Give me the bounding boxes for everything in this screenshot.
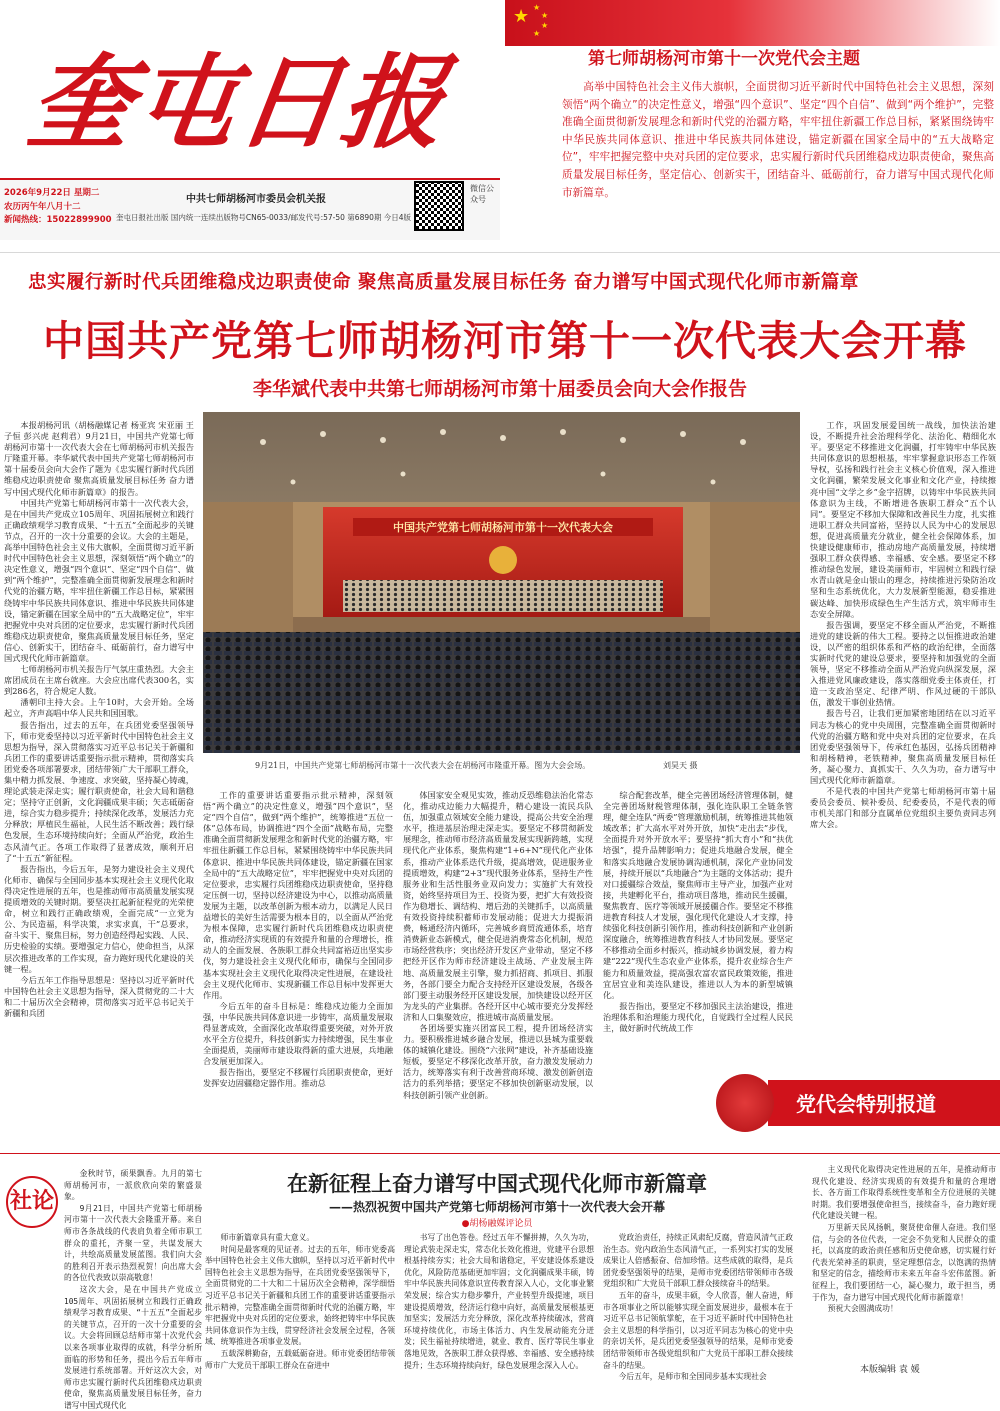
- editorial-column-2: [205, 1232, 395, 1388]
- paragraph: 报告指出，今后五年，是努力建设社会主义现代化师市、确保与全国同步基本实现社会主义现代化取得决定性进展的五年，也是推动师市高质量发展实现提质增效的关键时期。要坚决扛起新征程党的光荣使命，树立和践行正确政绩观，全面完成“一立党为公、为民造福，科学决策，求实求真，干”总要求，奋斗实干、聚焦目标，努力创造经得起实践、人民、历史检验的实绩。要增强定力信心，使命担当，从深层次推进改革的工作实现，奋力跑好现代化建设的关键一程。: [4, 863, 194, 974]
- svg-text:★: ★: [541, 21, 549, 30]
- paragraph: 预祝大会圆满成功！: [827, 1304, 898, 1314]
- paragraph: 报告指出，过去的五年，在兵团党委坚强领导下，师市党委坚持以习近平新时代中国特色社会主义思想为指导，深入贯彻落实习近平总书记关于新疆和兵团工作的重要讲话重要指示批示精神，贯彻落实兵团党委各项部署要求，团结带领广大干部职工群众，集中精力抓发展、争速度、求突破，坚持凝心铸魂，理论武装走深走实；履行职责使命，社会大局和谐稳定；坚持守正创新，文化润疆成果丰硕；矢志砥砺奋进，综合实力稳步提升；持续深化改革，发展活力充分释放；厚植民生福祉，人民生活不断改善；践行绿色发展，生态环境持续向好；全面从严治党，政治生态风清气正。各项工作取得了显著成效，顺利开启了“十五五”新征程。: [4, 719, 194, 863]
- editorial-column-3: [404, 1232, 594, 1388]
- hall-illustration: [203, 412, 800, 753]
- masthead-title: 奎屯日报: [21, 43, 455, 163]
- editorial-column-1: [64, 1168, 202, 1410]
- special-report-label: 党代会特别报道: [796, 1092, 936, 1116]
- paragraph: 潘朝印主持大会。上午10时，大会开始。全场起立，齐声高唱中华人民共和国国歌。: [4, 697, 194, 719]
- paragraph: 五载深耕勤奋，五载砥砺奋进。师市党委团结带领师市广大党员干部职工群众在奋进中: [205, 1348, 395, 1370]
- stars-icon: [505, 0, 1000, 46]
- paragraph: 报告强调，要坚定不移全面从严治党，不断推进党的建设新的伟大工程。要持之以恒推进政治建设，以严密的组织体系和严格的政治纪律，全面落实新时代党的建设总要求，要坚持和加强党的全面领导，坚定不移推动全面从严治党向纵深发展，深入推进党风廉政建设，落实落细党委主体责任，打造一支政治坚定、纪律严明、作风过硬的干部队伍，激发干事创业热情。: [810, 619, 996, 708]
- sub-headline: 李华斌代表中共第七师胡杨河市第十届委员会向大会作报告: [252, 378, 747, 400]
- paragraph: 书写了出色答卷。经过五年不懈拼搏，久久为功，理论武装走深走实，常态化长效化推进，党建平台思想根基持续夯实；社会大局和谐稳定，平安建设体系建设优化，风险防范基础更加牢固；文化润疆成果丰硕，铸牢中华民族共同体意识宣传教育深入人心，文化事业繁荣发展；综合实力稳步攀升，产业转型升级提速，项目建设提质增效，经济运行稳中向好，高质量发展根基更加坚实；发展活力充分释放，深化改革持续破冰，营商环境持续优化，市场主体活力、内生发展动能充分迸发；民生福祉持续增进，就业、教育、医疗等民生事业落地见效，各族职工群众获得感、幸福感、安全感持续提升；生态环境持续向好，绿色发展理念深入人心。: [404, 1233, 594, 1370]
- paragraph: 9月21日，中国共产党第七师胡杨河市第十一次代表大会隆重开幕。来自师市各条战线的代表肩负着全师市职工群众的重托，齐聚一堂，共谋发展大计，共绘高质量发展蓝图。我们向大会的胜利召开表示热烈祝贺！向出席大会的各位代表致以崇高敬意！: [64, 1203, 202, 1283]
- paragraph: 今后五年的奋斗目标是：维稳戍边能力全面加强，中华民族共同体意识进一步铸牢，高质量发展取得显著成效，全面深化改革取得重要突破，对外开放水平全方位提升，科技创新实力持续增强，民生事业全面提质，美丽师市建设取得新的重大进展，兵地融合发展更加深入。: [203, 1000, 393, 1067]
- photo-stage-banner: 中国共产党第七师胡杨河市第十一次代表大会: [393, 521, 613, 534]
- qr-code-icon: [414, 181, 464, 231]
- paragraph: 中国共产党第七师胡杨河市第十一次代表大会，是在中国共产党成立105周年、巩固拓展树立和践行正确政绩观学习教育成果、“十五五”全面起步的关键节点，召开的一次十分重要的会议。大会的主题是，高举中国特色社会主义伟大旗帜，全面贯彻习近平新时代中国特色社会主义思想，深刻领悟“两个确立”的决定性意义，增强“四个意识”、坚定“四个自信”、做到“两个维护”，完整准确全面贯彻新发展理念和新时代党的治疆方略，牢牢扭住新疆工作总目标，紧紧围绕铸牢中华民族共同体意识、推进中华民族共同体建设，锚定新疆在国家全局中的“五大战略定位”，牢牢把握党中央对兵团的定位要求，忠实履行新时代兵团维稳戍边职责使命，聚焦高质量发展目标任务，坚定信心、创新实干，团结奋斗、砥砺前行，奋力谱写中国式现代化师市新篇章。: [4, 497, 194, 663]
- news-hotline: 新闻热线：15022899900: [4, 215, 112, 225]
- page-editor: 本版编辑 袁 媛: [860, 1365, 920, 1375]
- paragraph: 报告号召，让我们更加紧密地团结在以习近平同志为核心的党中央周围，完整准确全面贯彻新时代党的治疆方略和党中央对兵团的定位要求，在兵团党委坚强领导下，传承红色基因，弘扬兵团精神和胡杨精神，老铁精神，聚焦高质量发展目标任务，凝心聚力、真抓实干、久久为功，奋力谱写中国式现代化师市新篇章。: [810, 708, 996, 785]
- paragraph: 师市新篇章具有重大意义。: [220, 1233, 315, 1242]
- editorial-column-5: [812, 1164, 996, 1356]
- paragraph: 五年的奋斗，成果丰硕，令人欣喜，催人奋进，师市各项事业之所以能够实现全面发展进步，最根本在于习近平总书记领航掌舵，在于习近平新时代中国特色社会主义思想的科学指引，以习近平同志为核心的党中央的亲切关怀，是兵团党委坚强领导的结果，是师市党委团结带领师市各级党组织和广大党员干部职工群众接续奋斗的结果。: [603, 1290, 793, 1370]
- editorial-badge: 社论: [6, 1176, 58, 1228]
- editorial-column-4: [603, 1232, 793, 1388]
- paragraph: 本报胡杨河讯（胡杨融媒记者 杨亚宾 宋亚丽 王子恒 彭兴虎 赵莉君）9月21日，中国共产党第七师胡杨河市第十一次代表大会在七师胡杨河市机关报告厅隆重开幕。李华斌代表中国共产党第七师胡杨河市第十届委员会向大会作了题为《忠实履行新时代兵团维稳戍边职责使命 聚焦高质量发展目标任务 奋力谱写中国式现代化师市新篇章》的报告。: [4, 420, 194, 497]
- paragraph: 工作的重要讲话重要指示批示精神，深刻领悟“两个确立”的决定性意义，增强“四个意识”，坚定“四个自信”，做到“两个维护”，统筹推进“五位一体”总体布局，协调推进“四个全面”战略布局，完整准确全面贯彻新发展理念和新时代党的治疆方略，牢牢扭住新疆工作总目标，紧紧围绕铸牢中华民族共同体意识、推进中华民族共同体建设，锚定新疆在国家全局中的“五大战略定位”，牢牢把握党中央对兵团的定位要求，忠实履行兵团维稳戍边职责使命，坚持稳定压倒一切，坚持以经济建设为中心，以推动高质量发展为主题，以改革创新为根本动力，以满足人民日益增长的美好生活需要为根本目的，以全面从严治党为根本保障，忠实履行新时代兵团维稳戍边职责使命，推动经济实现质的有效提升和量的合理增长，推动人的全面发展、各族职工群众共同富裕迈出坚实步伐，努力建设社会主义现代化师市，确保与全国同步基本实现社会主义现代化取得决定性进展，在建设社会主义现代化师市、实现新疆工作总目标中发挥更大作用。: [203, 790, 393, 1000]
- editorial-title: 在新征程上奋力谱写中国式现代化师市新篇章: [287, 1172, 707, 1196]
- svg-text:★: ★: [533, 3, 541, 12]
- main-headline: 中国共产党第七师胡杨河市第十一次代表大会开幕: [43, 317, 967, 365]
- kicker-headline: 忠实履行新时代兵团维稳戍边职责使命 聚焦高质量发展目标任务 奋力谱写中国式现代化师市新篇章: [28, 272, 859, 293]
- svg-text:★: ★: [541, 11, 549, 20]
- paragraph: 体国家安全观见实效，推动反恐维稳法治化常态化，推动戍边能力大幅提升，精心建设一流民兵队伍，加强重点领域安全能力建设，提高公共安全治理水平，推进基层治理走深走实。要坚定不移贯彻新发展理念，推动师市经济高质量发展实现新跨越，实现现代化产业体系，聚焦构建“1+6+N”现代化产业体系，推动产业体系迭代升级，提高增效，促进服务业提质增效，构建“2+3”现代服务业体系，坚持生产性服务业和生活性服务业双向发力；实施扩大有效投资，始终坚持项目为王、投资为要，把扩大有效投资作为稳增长、调结构、增后劲的关键抓手，以高质量有效投资持续积蓄师市发展动能；促进大力提振消费，畅通经济内循环，完善城乡商贸流通体系，培育消费新业态新模式，健全促进消费常态化机制，规范市场经营秩序；突出经济开发区产业带动，坚定不移把经开区作为师市经济建设主战场、产业发展主阵地、高质量发展主引擎，聚力抓招商、抓项目、抓服务，各部门要全力配合支持经开区建设发展，各级各部门要主动服务经开区建设发展，加快建设以经开区为龙头的产业集群。各经开区中心城市要充分发挥经济和人口集聚效应，推进城市高质量发展。: [403, 790, 593, 1022]
- paragraph: 金秋时节，硕果飘香。九月的第七师胡杨河市，一派欣欣向荣的繁盛景象。: [64, 1169, 202, 1202]
- lunar-date: 农历丙午年八月十二: [4, 202, 81, 212]
- paragraph: 今后五年，是师市和全国同步基本实现社会: [618, 1372, 767, 1382]
- qr-label: 微信公众号: [470, 184, 494, 204]
- article-column-1: [4, 420, 194, 1145]
- editorial-author: ●胡杨融媒评论员: [461, 1219, 533, 1229]
- paragraph: 党政治责任，持续正风肃纪反腐，营造风清气正政治生态。党内政治生态风清气正，一系列实打实的发展成果让人倍感振奋、倍加珍惜。这些成就的取得，是兵团党委坚强领导的结果，是师市党委团结带领师市各级党组织和广大党员干部职工群众接续奋斗的结果。: [603, 1233, 793, 1289]
- paragraph: 不是代表的中国共产党第七师胡杨河市第十届委员会委员、候补委员、纪委委员，不是代表的师市机关部门和部分直属单位党组织主要负责同志列席大会。: [810, 786, 996, 830]
- theme-title: 第七师胡杨河市第十一次党代会主题: [588, 49, 860, 69]
- issue-date: 2026年9月22日 星期二: [4, 188, 100, 198]
- photo-caption-bar: [203, 758, 800, 778]
- paragraph: 时间是最客观的见证者。过去的五年，师市党委高举中国特色社会主义伟大旗帜，坚持以习近平新时代中国特色社会主义思想为指导，在兵团党委坚强领导下，全面贯彻党的二十大和二十届历次全会精神，深学细悟习近平总书记关于新疆和兵团工作的重要讲话重要指示批示精神，完整准确全面贯彻新时代党的治疆方略，牢牢把握党中央对兵团的定位要求，始终把铸牢中华民族共同体意识作为主线，贯穿经济社会发展全过程，各领域、统筹推进各项事业发展。: [205, 1244, 395, 1347]
- flag-decoration: [505, 0, 1000, 46]
- paragraph: 主义现代化取得决定性进展的五年，是推动师市现代化建设、经济实现质的有效提升和量的合理增长、各方面工作取得系统性变革和全方位进展的关键时期。我们要增强使命担当，接续奋斗，奋力跑好现代化建设关键一程。: [812, 1165, 996, 1221]
- special-report-banner: [768, 1080, 1000, 1126]
- congress-hall-photo: [203, 412, 800, 753]
- theme-body: 高举中国特色社会主义伟大旗帜，全面贯彻习近平新时代中国特色社会主义思想，深刻领悟“两个确立”的决定性意义，增强“四个意识”、坚定“四个自信”、做到“两个维护”，完整准确全面贯彻新发展理念和新时代党的治疆方略，牢牢扭住新疆工作总目标，紧紧围绕铸牢中华民族共同体意识、推进中华民族共同体建设，锚定新疆在国家全局中的“五大战略定位”，牢牢把握完整中央对兵团的定位要求，忠实履行新时代兵团维稳戍边职责使命，聚焦高质量发展目标任务，坚定信心、创新实干，团结奋斗、砥砺前行，奋力谱写中国式现代化师市新篇章。: [562, 81, 994, 199]
- svg-text:★: ★: [533, 29, 541, 38]
- photo-caption: 9月21日，中国共产党第七师胡杨河市第十一次代表大会在胡杨河市隆重开幕。图为大会会场。: [255, 761, 591, 770]
- paragraph: 工作，巩固发展爱国统一战线，加快法治建设，不断提升社会治理科学化、法治化、精细化水平。要坚定不移推进文化润疆，打牢铸牢中华民族共同体意识的思想根基，牢牢掌握意识形态工作领导权，弘扬和践行社会主义核心价值观，深入推进文化润疆，繁荣发展文化事业和文化产业，持续擦亮中国“文学之乡”金字招牌，以铸牢中华民族共同体意识为主线，不断增进各族职工群众“五个认同”。要坚定不移加大保障和改善民生力度，扎实推进职工群众共同富裕，坚持以人民为中心的发展思想，促进高质量充分就业，健全社会保障体系，加快建设健康师市，推动房地产高质量发展，持续增强职工群众获得感、幸福感、安全感。要坚定不移推动绿色发展，建设美丽师市，牢固树立和践行绿水青山就是金山银山的理念，持续推进污染防治攻坚和生态系统优化，大力发展新型能源，稳妥推进碳达峰、加快形成绿色生产生活方式，筑牢师市生态安全屏障。: [810, 420, 996, 619]
- divider: [0, 252, 1000, 253]
- editorial-subtitle: ——热烈祝贺中国共产党第七师胡杨河市第十一次代表大会开幕: [328, 1200, 665, 1214]
- publication-info: 奎屯日报社出版 国内统一连续出版物号CN65-0033/邮发代号:57-50 第6890期 今日4版: [116, 213, 412, 222]
- paragraph: 万里新天民风扬帆，聚贤使命催人奋进。我们坚信，与会的各位代表，一定会不负党和人民群众的重托，以高度的政治责任感和历史使命感，切实履行好代表光荣神圣的职责，坚定理想信念，以饱满的热情和坚定的信念，描绘师市未来五年奋斗宏伟蓝图。新征程上，我们要团结一心，凝心聚力，敢于担当，勇于作为，奋力谱写中国式现代化师市新篇章！: [812, 1222, 996, 1302]
- publisher: 中共七师胡杨河市委员会机关报: [186, 194, 326, 205]
- article-column-5: [810, 420, 996, 1070]
- paragraph: 综合配套改革，健全完善团场经济管理体制，健全完善团场财税管理体制，强化连队职工全链条管理，健全连队“两委”管理激励机制，统筹推进其他领域改革；扩大高水平对外开放，加快“走出去”步伐，全面提升对外开放水平；要坚持“抓大育小”和“扶优培强”，提升品牌影响力；促进兵地融合发展，健全和落实兵地融合发展协调沟通机制，深化产业协同发展，持续开展以“兵地融合”为主题的文体活动；提升对口援疆综合效益，聚焦师市主导产业，加强产业对接，共建孵化平台，推动项目落地，推动民生援疆，聚焦教育、医疗等领域开展援疆合作。要坚定不移推进教育科技人才发展，强化现代化建设人才支撑，持续强化科技创新引领作用，推动科技创新和产业创新深度融合，统筹推进教育科技人才协同发展。要坚定不移推动全面乡村振兴，推动城乡协调发展，着力构建“222”现代生态农业产业体系，提升农业综合生产能力和质量效益，提高强农富农富民政策效能，推进宜居宜业和美连队建设，推进以人为本的新型城镇化。: [603, 790, 793, 1000]
- paragraph: 报告指出，要坚定不移加强民主法治建设，推进治理体系和治理能力现代化，自觉践行全过程人民民主，做好新时代统战工作: [603, 1000, 793, 1033]
- paragraph: 各团场要实施兴团富民工程，提升团场经济实力。要积极推进城乡融合发展，推进以县城为重要载体的城镇化建设。围绕“六张网”建设，补齐基础设施短板，要坚定不移深化改革开放，奋力激发发展动力活力，统筹落实有利于改善营商环境、激发创新创造活力的系列举措；要坚定不移加快创新驱动发展，以科技创新引领产业创新。: [403, 1022, 593, 1100]
- photo-credit: 刘昊天 摄: [663, 761, 698, 770]
- paragraph: 今后五年工作指导思想是：坚持以习近平新时代中国特色社会主义思想为指导，深入贯彻党的二十大和二十届历次全会精神，贯彻落实习近平总书记关于新疆和兵团: [4, 974, 194, 1018]
- party-emblem-icon: [716, 1074, 774, 1132]
- paragraph: 七师胡杨河市机关报告厅气氛庄重热烈。大会主席团成员在主席台就座。大会应出席代表300名，实到286名，符合规定人数。: [4, 664, 194, 697]
- svg-text:★: ★: [513, 6, 530, 27]
- paragraph: 报告指出，要坚定不移履行兵团职责使命，更好发挥安边固疆稳定器作用。推动总: [203, 1067, 393, 1089]
- paragraph: 这次大会，是在中国共产党成立105周年、巩固拓展树立和践行正确政绩观学习教育成果、“十五五”全面起步的关键节点，召开的一次十分重要的会议。大会将回顾总结师市第十次党代会以来各项事业取得的成就，科学分析所面临的形势和任务，提出今后五年师市发展进行系统部署。开好这次大会，对师市忠实履行新时代兵团维稳戍边职责使命，聚焦高质量发展目标任务，奋力谱写中国式现代化: [64, 1284, 202, 1410]
- article-column-3: [403, 790, 593, 1145]
- article-column-2: [203, 790, 393, 1145]
